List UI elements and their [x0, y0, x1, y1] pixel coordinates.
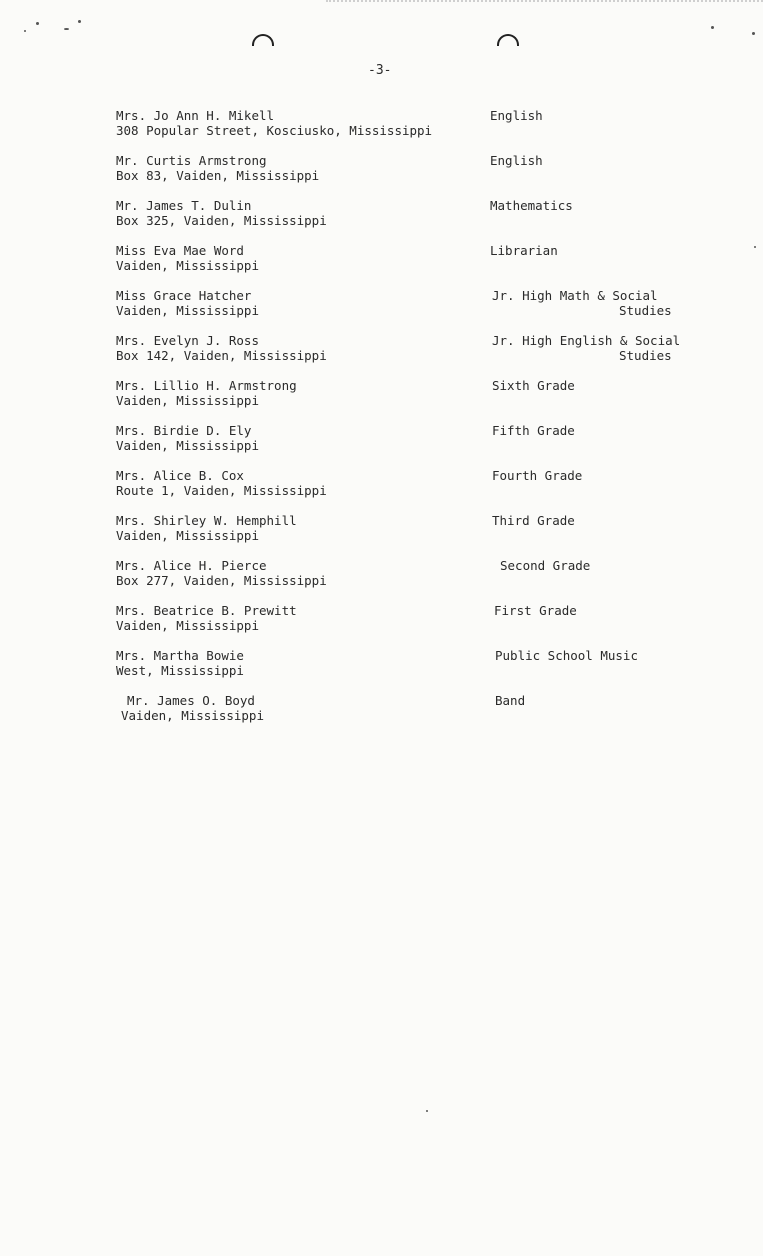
- scan-speck: [64, 28, 69, 30]
- scan-speck: [752, 32, 755, 35]
- scan-speck: [24, 30, 26, 32]
- faculty-position: First Grade: [494, 603, 577, 618]
- faculty-entry: [0, 378, 763, 422]
- faculty-entry: [0, 603, 763, 647]
- faculty-entry: [0, 558, 763, 602]
- page-number: -3-: [368, 63, 392, 78]
- faculty-position-continued: Studies: [619, 348, 672, 363]
- faculty-entry: [0, 108, 763, 152]
- faculty-entry: [0, 513, 763, 557]
- faculty-position: Third Grade: [492, 513, 575, 528]
- scan-speck: [36, 22, 39, 25]
- faculty-name: Mrs. Martha Bowie: [116, 648, 244, 663]
- faculty-name: Mrs. Beatrice B. Prewitt: [116, 603, 297, 618]
- faculty-name: Mrs. Lillio H. Armstrong: [116, 378, 297, 393]
- faculty-entry: [0, 423, 763, 467]
- faculty-position: English: [490, 108, 543, 123]
- faculty-name: Mrs. Birdie D. Ely: [116, 423, 252, 438]
- faculty-name: Mrs. Evelyn J. Ross: [116, 333, 259, 348]
- faculty-name: Mrs. Alice H. Pierce: [116, 558, 267, 573]
- faculty-position: Sixth Grade: [492, 378, 575, 393]
- faculty-entry: [0, 333, 763, 377]
- scan-speck: [78, 20, 81, 23]
- faculty-name: Mr. James T. Dulin: [116, 198, 252, 213]
- faculty-address: 308 Popular Street, Kosciusko, Mississippi: [116, 123, 433, 138]
- faculty-name: Mr. James O. Boyd: [127, 693, 255, 708]
- faculty-position: English: [490, 153, 543, 168]
- scan-edge-dots: [326, 0, 763, 2]
- faculty-name: Mr. Curtis Armstrong: [116, 153, 267, 168]
- faculty-address: Vaiden, Mississippi: [116, 258, 259, 273]
- faculty-entry: [0, 468, 763, 512]
- faculty-entry: [0, 648, 763, 692]
- faculty-address: Box 277, Vaiden, Mississippi: [116, 573, 327, 588]
- faculty-position: Band: [495, 693, 526, 708]
- faculty-position: Jr. High Math & Social: [492, 288, 658, 303]
- faculty-entry: [0, 198, 763, 242]
- scan-speck: [426, 1110, 428, 1112]
- faculty-address: Vaiden, Mississippi: [116, 393, 259, 408]
- faculty-address: Box 142, Vaiden, Mississippi: [116, 348, 327, 363]
- faculty-address: Vaiden, Mississippi: [116, 303, 259, 318]
- faculty-position: Second Grade: [500, 558, 591, 573]
- faculty-address: Box 83, Vaiden, Mississippi: [116, 168, 320, 183]
- faculty-address: Vaiden, Mississippi: [121, 708, 264, 723]
- faculty-position: Jr. High English & Social: [492, 333, 681, 348]
- faculty-entry: [0, 243, 763, 287]
- faculty-position: Librarian: [490, 243, 558, 258]
- faculty-entry: [0, 288, 763, 332]
- faculty-address: West, Mississippi: [116, 663, 244, 678]
- faculty-entry: [0, 153, 763, 197]
- faculty-position: Fifth Grade: [492, 423, 575, 438]
- faculty-address: Box 325, Vaiden, Mississippi: [116, 213, 327, 228]
- faculty-position: Public School Music: [495, 648, 638, 663]
- faculty-name: Mrs. Alice B. Cox: [116, 468, 244, 483]
- faculty-name: Miss Eva Mae Word: [116, 243, 244, 258]
- faculty-address: Vaiden, Mississippi: [116, 438, 259, 453]
- faculty-position: Fourth Grade: [492, 468, 583, 483]
- faculty-name: Mrs. Jo Ann H. Mikell: [116, 108, 275, 123]
- binder-punch-arc-right: [497, 34, 519, 46]
- faculty-address: Vaiden, Mississippi: [116, 528, 259, 543]
- faculty-position: Mathematics: [490, 198, 573, 213]
- faculty-address: Route 1, Vaiden, Mississippi: [116, 483, 327, 498]
- faculty-name: Miss Grace Hatcher: [116, 288, 252, 303]
- faculty-position-continued: Studies: [619, 303, 672, 318]
- faculty-entry: [0, 693, 763, 737]
- faculty-address: Vaiden, Mississippi: [116, 618, 259, 633]
- binder-punch-arc-left: [252, 34, 274, 46]
- faculty-name: Mrs. Shirley W. Hemphill: [116, 513, 297, 528]
- scan-speck: [711, 26, 714, 29]
